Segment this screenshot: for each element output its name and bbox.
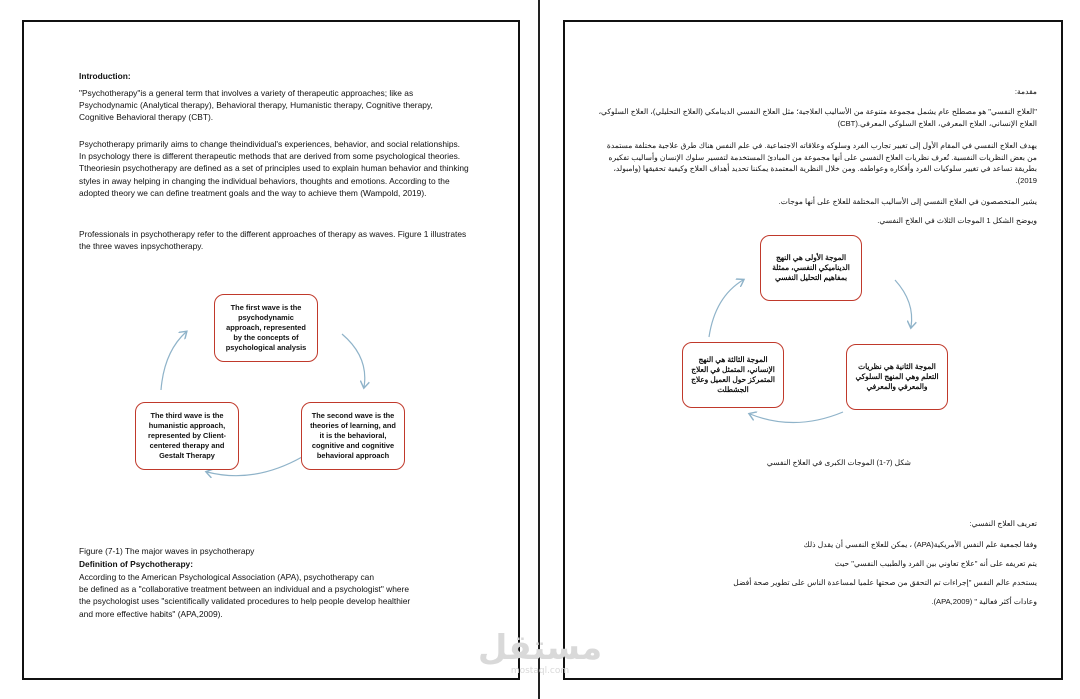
intro-paragraph-3: Professionals in psychotherapy refer to the different approaches of therapy as waves. Figure 1 illustrates the three waves inpsychotherapy. bbox=[79, 229, 467, 252]
watermark-url: mostaql.com bbox=[510, 666, 570, 676]
arabic-first-wave-box: الموجة الأولى هي النهج الديناميكي النفسي، ممثلة بمفاهيم التحليل النفسي bbox=[760, 235, 862, 301]
third-wave-box: The third wave is the humanistic approach, represented by Client-centered therapy and Gestalt Therapy bbox=[135, 402, 239, 470]
definition-line-1: According to the American Psychological Association (APA), psychotherapy can bbox=[79, 572, 374, 582]
arabic-paragraph-3: يشير المتخصصون في العلاج النفسي إلى الأساليب المختلفة للعلاج على أنها موجات. bbox=[778, 197, 1037, 206]
arabic-definition-heading: تعريف العلاج النفسي: bbox=[969, 519, 1037, 528]
arabic-definition-line-1: وفقا لجمعية علم النفس الأمريكية(APA) ، يمكن للعلاج النفسي أن يقدل ذلك bbox=[803, 540, 1037, 549]
mostaql-watermark bbox=[470, 630, 610, 690]
definition-line-3: the psychologist uses "scientifically validated procedures to help people develop healthier bbox=[79, 596, 411, 607]
intro-paragraph-1: "Psychotherapy"is a general term that involves a variety of therapeutic approaches; like as Psychodynamic (Analytical therapy), Behavioral therapy, Humanistic therapy, Cognitive therapy, Cognitive Behavioral therapy (CBT). bbox=[79, 88, 433, 123]
arabic-paragraph-2: يهدف العلاج النفسي في المقام الأول إلى تغيير تجارب الفرد وسلوكه وعلاقاته الاجتماعية. في علم النفس هناك طرق علاجية مختلفة مستمدة من بعض النظريات النفسية. تُعرف نظريات العلاج النفسي على أنها مجموعة من المبادئ المستخدمة لتفسير سلوك الإنسان وأساليب تفكيره بطريقة تساعد في تغيير سلوكيات الفرد وأفكاره وعواطفه. ومن خلال النظرية المعتمدة يمكننا تحديد أهداف العلاج وكيفية تحقيقها (وامبولد، 2019). bbox=[606, 141, 1037, 185]
arabic-third-wave-box: الموجة الثالثة هي النهج الإنساني، المتمثل في العلاج المتمركز حول العميل وعلاج الجشطلت bbox=[682, 342, 784, 408]
intro-paragraph-2: Psychotherapy primarily aims to change theindividual's experiences, behavior, and social relationships. In psychology there is different therapeutic methods that are derived from some psychological theories. Ttheoriesin psychotherapy are defined as a set of principles used to explain human behavior and thinking styles in away helping in changing the individual behaviors, thoughts and emotions. According to the adopted theory we can define treatment goals and the way to achieve them (Wampold, 2019). bbox=[79, 139, 469, 198]
arabic-second-wave-box: الموجة الثانية هي نظريات التعلم وهي المنهج السلوكي والمعرفي والمعرفي bbox=[846, 344, 948, 410]
arabic-intro-heading: مقدمة: bbox=[1014, 87, 1037, 96]
arabic-page bbox=[563, 20, 1063, 680]
english-page bbox=[22, 20, 520, 680]
arabic-definition-line-3: يستخدم عالم النفس "إجراءات تم التحقق من صحتها علميا لمساعدة الناس على تطوير صحة أفضل bbox=[733, 578, 1037, 587]
definition-line-4: and more effective habits" (APA,2009). bbox=[79, 608, 223, 619]
definition-heading: Definition of Psychotherapy: bbox=[79, 559, 194, 569]
arabic-paragraph-4: ويوضح الشكل 1 الموجات الثلاث في العلاج النفسي. bbox=[877, 216, 1037, 225]
page-divider bbox=[538, 0, 540, 699]
arabic-paragraph-1: "العلاج النفسي" هو مصطلح عام يشمل مجموعة متنوعة من الأساليب العلاجية؛ مثل العلاج النفسي الدينامكي (العلاج التحليلي)، العلاج السلوكي، العلاج الإنساني، العلاج المعرفي، العلاج السلوكي المعرفي.(CBT) bbox=[598, 107, 1037, 128]
definition-line-2: be defined as a "collaborative treatment between an individual and a psychologist" where bbox=[79, 584, 409, 595]
first-wave-box: The first wave is the psychodynamic approach, represented by the concepts of psychological analysis bbox=[214, 294, 318, 362]
arabic-definition-line-2: يتم تعريفه على أنه "علاج تعاوني بين الفرد والطبيب النفسي" حيث bbox=[834, 559, 1037, 568]
intro-heading: Introduction: bbox=[79, 71, 131, 81]
arabic-definition-line-4: وعادات أكثر فعالية " (APA,2009). bbox=[931, 597, 1037, 606]
arabic-figure-caption: شكل (7-1) الموجات الكبرى في العلاج النفسي bbox=[766, 458, 911, 467]
second-wave-box: The second wave is the theories of learning, and it is the behavioral, cognitive and cognitive behavioral approach bbox=[301, 402, 405, 470]
watermark-logo: مستقل bbox=[477, 628, 603, 668]
figure-caption: Figure (7-1) The major waves in psychotherapy bbox=[79, 546, 255, 556]
